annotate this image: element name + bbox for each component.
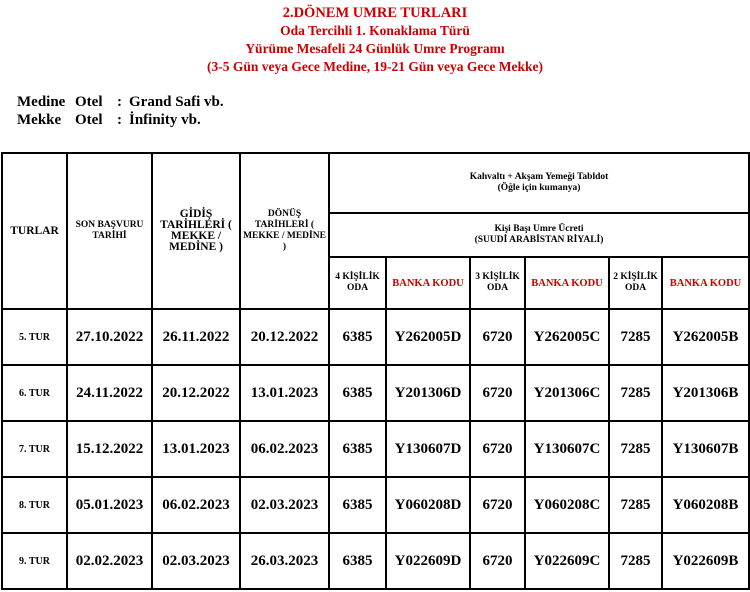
hotel-row-mekke — [17, 111, 224, 129]
tour-price-table — [1, 152, 750, 590]
header-row-1 — [2, 153, 749, 213]
price-line1: Kişi Başı Umre Ücreti — [494, 224, 584, 234]
cell-b4: Y130607D — [386, 421, 470, 477]
table-row — [2, 477, 749, 533]
cell-gidis: 13.01.2023 — [152, 421, 240, 477]
cell-donus: 06.02.2023 — [240, 421, 329, 477]
cell-p2: 7285 — [609, 533, 662, 589]
document-title-block — [0, 4, 750, 76]
subtitle-duration: (3-5 Gün veya Gece Medine, 19-21 Gün veya Gece Mekke) — [207, 59, 543, 74]
hotel-sep: : — [117, 94, 122, 110]
hotel-name: Grand Safi vb. — [129, 94, 224, 110]
cell-gidis: 02.03.2023 — [152, 533, 240, 589]
header-room4: 4 KİŞİLİK ODA — [329, 257, 386, 309]
cell-p4: 6385 — [329, 309, 386, 365]
cell-b4: Y201306D — [386, 365, 470, 421]
cell-p3: 6720 — [470, 533, 525, 589]
cell-gidis: 06.02.2023 — [152, 477, 240, 533]
cell-b2: Y060208B — [662, 477, 749, 533]
cell-donus: 02.03.2023 — [240, 477, 329, 533]
cell-tur: 8. TUR — [2, 477, 67, 533]
cell-son: 15.12.2022 — [67, 421, 152, 477]
cell-p3: 6720 — [470, 365, 525, 421]
cell-p3: 6720 — [470, 421, 525, 477]
hotel-sep: : — [117, 112, 122, 128]
cell-b2: Y130607B — [662, 421, 749, 477]
hotel-name: İnfinity vb. — [129, 112, 201, 128]
hotel-label: Otel — [75, 94, 103, 110]
hotel-city: Medine — [17, 94, 66, 110]
cell-b2: Y022609B — [662, 533, 749, 589]
cell-b3: Y130607C — [525, 421, 609, 477]
cell-p3: 6720 — [470, 309, 525, 365]
cell-p3: 6720 — [470, 477, 525, 533]
header-price — [329, 213, 749, 257]
cell-p2: 7285 — [609, 421, 662, 477]
cell-tur: 6. TUR — [2, 365, 67, 421]
cell-b4: Y060208D — [386, 477, 470, 533]
subtitle-room-type: Oda Tercihli 1. Konaklama Türü — [280, 23, 470, 38]
table-row — [2, 421, 749, 477]
cell-p4: 6385 — [329, 533, 386, 589]
cell-b3: Y262005C — [525, 309, 609, 365]
cell-p2: 7285 — [609, 365, 662, 421]
cell-son: 27.10.2022 — [67, 309, 152, 365]
cell-p2: 7285 — [609, 309, 662, 365]
hotel-label: Otel — [75, 112, 103, 128]
meal-plan-line2: (Öğle için kumanya) — [497, 183, 581, 193]
main-title: 2.DÖNEM UMRE TURLARI — [282, 5, 468, 21]
cell-tur: 9. TUR — [2, 533, 67, 589]
meal-plan-line1: Kahvaltı + Akşam Yemeği Tabldot — [469, 172, 609, 182]
cell-donus: 20.12.2022 — [240, 309, 329, 365]
cell-p2: 7285 — [609, 477, 662, 533]
cell-b4: Y262005D — [386, 309, 470, 365]
cell-son: 05.01.2023 — [67, 477, 152, 533]
subtitle-program: Yürüme Mesafeli 24 Günlük Umre Programı — [245, 41, 505, 56]
cell-tur: 5. TUR — [2, 309, 67, 365]
header-bank-code: BANKA KODU — [386, 257, 470, 309]
header-turlar: TURLAR — [2, 153, 67, 309]
cell-b2: Y262005B — [662, 309, 749, 365]
header-donus: DÖNÜŞ TARİHLERİ ( MEKKE / MEDİNE ) — [240, 153, 329, 309]
price-line2: (SUUDİ ARABİSTAN RİYALİ) — [474, 235, 604, 245]
cell-p4: 6385 — [329, 477, 386, 533]
cell-donus: 13.01.2023 — [240, 365, 329, 421]
cell-b3: Y060208C — [525, 477, 609, 533]
table-row — [2, 365, 749, 421]
cell-son: 24.11.2022 — [67, 365, 152, 421]
cell-donus: 26.03.2023 — [240, 533, 329, 589]
header-son-basvuru: SON BAŞVURU TARİHİ — [67, 153, 152, 309]
hotel-city: Mekke — [17, 112, 62, 128]
table-row — [2, 309, 749, 365]
cell-p4: 6385 — [329, 421, 386, 477]
cell-gidis: 26.11.2022 — [152, 309, 240, 365]
cell-b3: Y022609C — [525, 533, 609, 589]
hotel-info — [17, 93, 224, 129]
header-bank-code: BANKA KODU — [525, 257, 609, 309]
header-bank-code: BANKA KODU — [662, 257, 749, 309]
cell-b3: Y201306C — [525, 365, 609, 421]
cell-gidis: 20.12.2022 — [152, 365, 240, 421]
cell-b4: Y022609D — [386, 533, 470, 589]
table-row — [2, 533, 749, 589]
cell-p4: 6385 — [329, 365, 386, 421]
header-room3: 3 KİŞİLİK ODA — [470, 257, 525, 309]
header-room2: 2 KİŞİLİK ODA — [609, 257, 662, 309]
header-meal-plan — [329, 153, 749, 213]
cell-tur: 7. TUR — [2, 421, 67, 477]
cell-b2: Y201306B — [662, 365, 749, 421]
header-gidis: GİDİŞ TARİHLERİ ( MEKKE / MEDİNE ) — [152, 153, 240, 309]
hotel-row-medine — [17, 93, 224, 111]
cell-son: 02.02.2023 — [67, 533, 152, 589]
